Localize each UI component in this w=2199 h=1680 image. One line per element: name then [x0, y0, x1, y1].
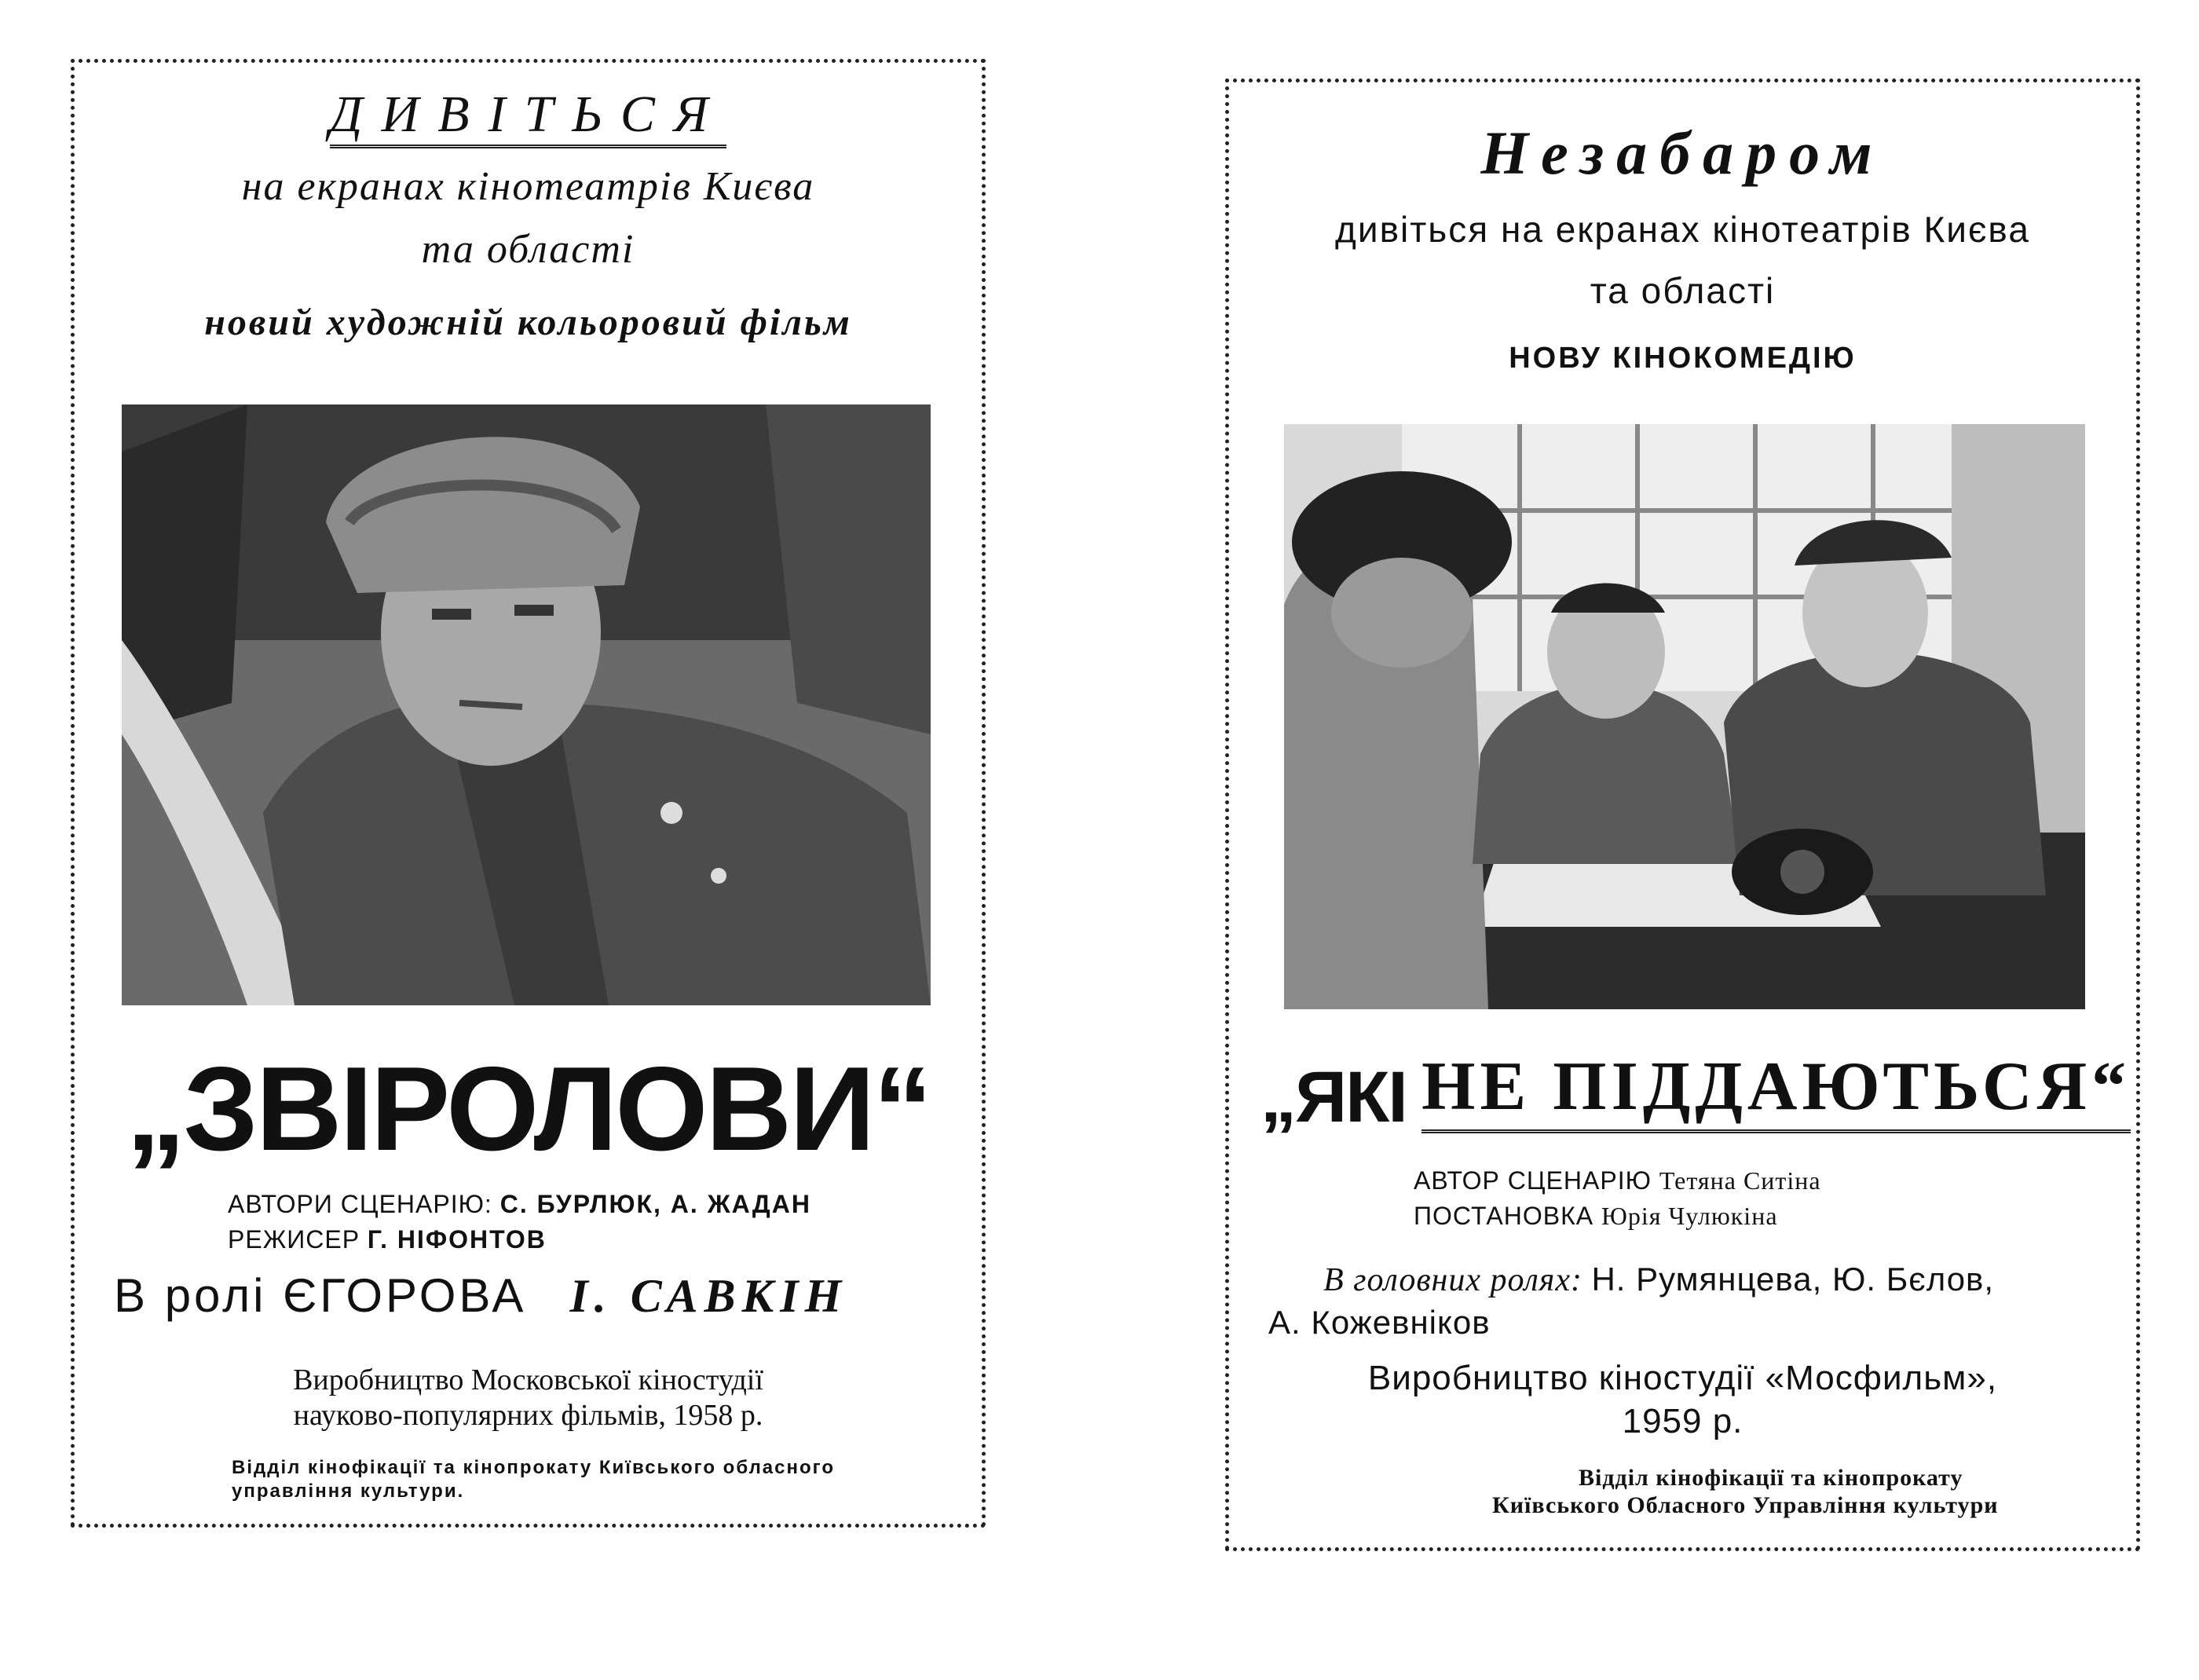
poster-subline: та області — [1590, 270, 1776, 311]
credits-authors: АВТОРИ СЦЕНАРІЮ: С. БУРЛЮК, А. ЖАДАН — [228, 1190, 811, 1218]
photo-man-in-fur-hat-icon — [122, 404, 931, 1005]
poster-subline: на екранах кінотеатрів Києва — [241, 164, 815, 209]
poster-heading: Незабаром — [1480, 119, 1885, 187]
poster-heading: ДИВІТЬСЯ — [75, 85, 982, 145]
poster-subline: дивіться на екранах кінотеатрів Києва — [1335, 209, 2030, 250]
distribution-dept: Відділ кінофікації та кінопрокату Київського обласного — [232, 1457, 835, 1478]
credits-staging: ПОСТАНОВКА Юрія Чулюкіна — [1414, 1202, 1778, 1230]
film-still-photo — [1284, 424, 2085, 1009]
credits-director: РЕЖИСЕР Г. НІФОНТОВ — [228, 1225, 547, 1254]
distribution-dept: Київського Обласного Управління культури — [1492, 1492, 1999, 1518]
distribution-dept: управління культури. — [232, 1481, 465, 1502]
film-still-photo — [122, 404, 931, 1005]
credits-author: АВТОР СЦЕНАРІЮ Тетяна Ситіна — [1414, 1166, 1821, 1195]
cast-line: А. Кожевніков — [1268, 1304, 1491, 1341]
film-title: „ЗВІРОЛОВИ“ — [126, 1042, 931, 1176]
poster-yaki-ne-piddayutsia — [1225, 79, 2140, 1551]
distribution-dept: Відділ кінофікації та кінопрокату — [1579, 1465, 1963, 1491]
poster-subline: та області — [421, 227, 635, 272]
photo-three-people-at-desk-icon — [1284, 424, 2085, 1009]
role-line: В ролі ЄГОРОВА І. САВКІН — [114, 1269, 848, 1322]
poster-film-kind: новий художній кольоровий фільм — [204, 302, 852, 343]
production-info: Виробництво Московської кіностудії — [293, 1363, 763, 1396]
production-info: 1959 р. — [1622, 1402, 1743, 1440]
poster-zvirolovy — [71, 59, 986, 1528]
poster-film-kind: НОВУ КІНОКОМЕДІЮ — [1509, 342, 1857, 375]
production-info: науково-популярних фільмів, 1958 р. — [293, 1399, 763, 1432]
production-info: Виробництво кіностудії «Мосфильм», — [1367, 1359, 1998, 1397]
film-title-part2: НЕ ПІДДАЮТЬСЯ“ — [1421, 1047, 2131, 1133]
film-title-part1: „ЯКІ — [1260, 1057, 1407, 1137]
cast-line: В головних ролях: Н. Румянцева, Ю. Бєлов, — [1323, 1261, 1995, 1298]
